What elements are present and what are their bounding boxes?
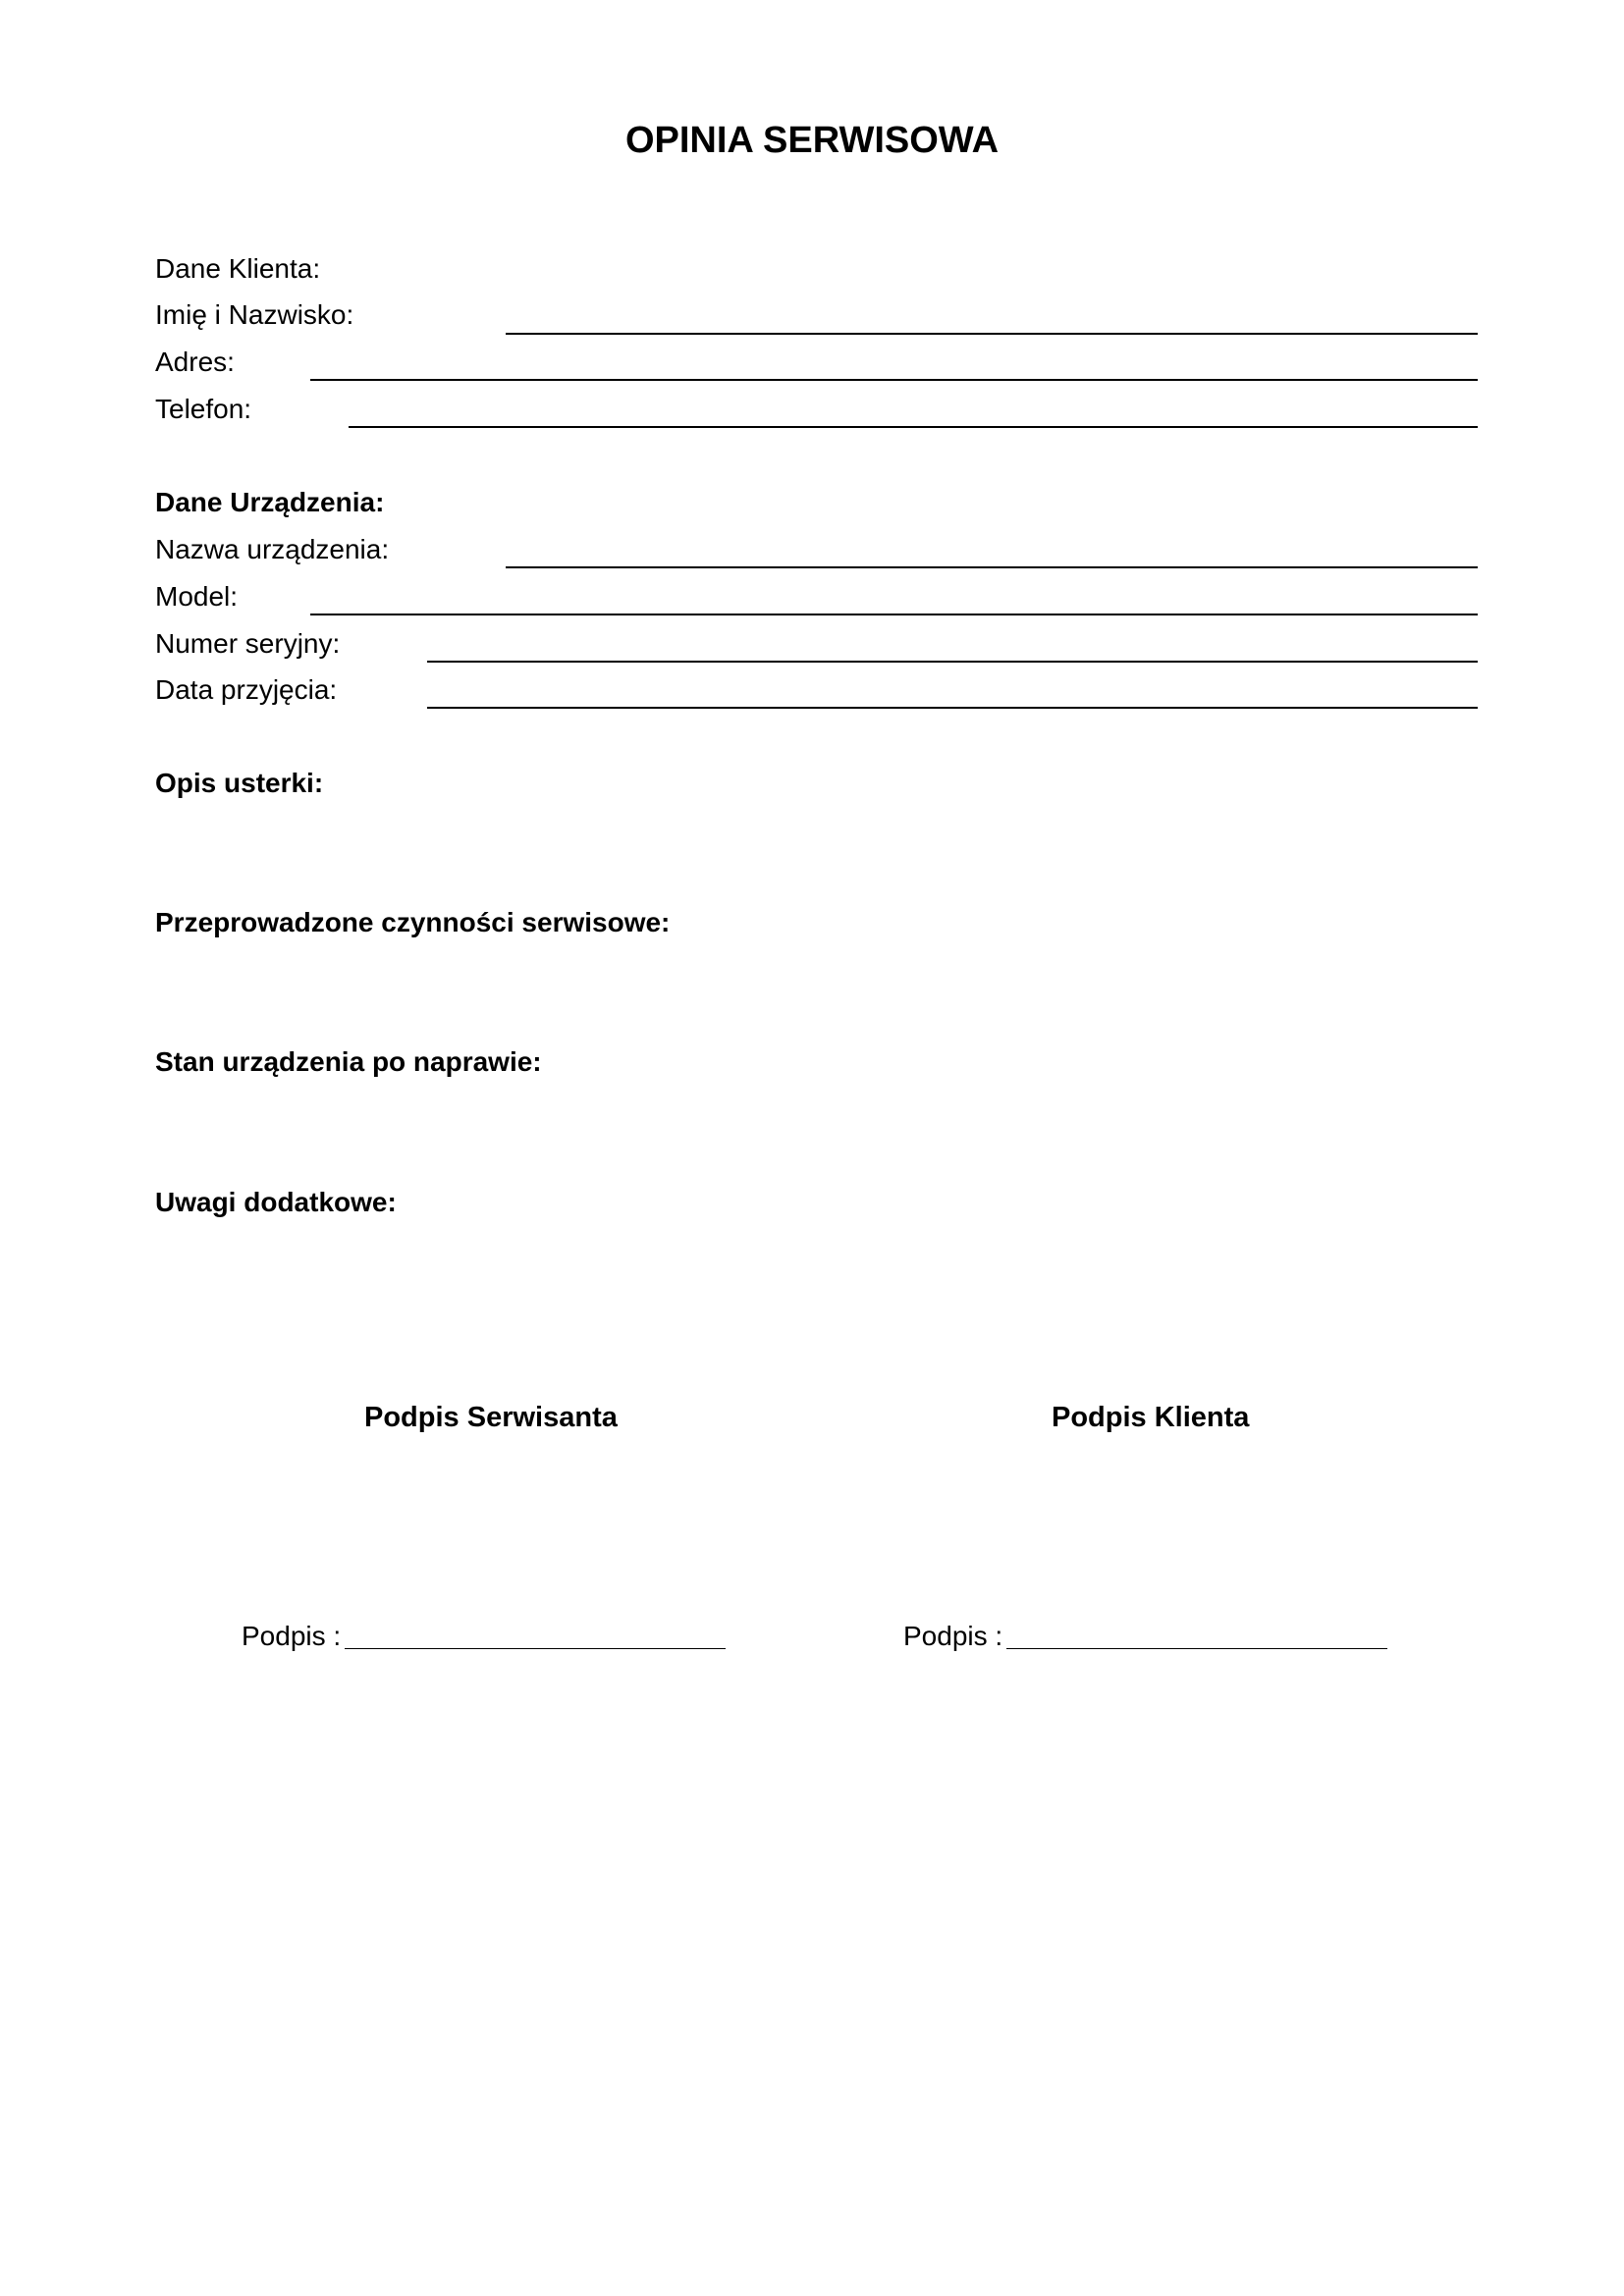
client-signature-heading: Podpis Klienta xyxy=(1052,1402,1250,1433)
device-serial-label: Numer seryjny: xyxy=(155,628,341,659)
client-signature-label: Podpis : xyxy=(903,1621,1003,1651)
client-phone-field[interactable] xyxy=(349,426,1478,428)
fault-description-heading: Opis usterki: xyxy=(155,768,324,798)
device-section-heading: Dane Urządzenia: xyxy=(155,487,385,517)
client-phone-label: Telefon: xyxy=(155,394,252,424)
document-title: OPINIA SERWISOWA xyxy=(624,120,1000,161)
additional-notes-heading: Uwagi dodatkowe: xyxy=(155,1187,397,1217)
technician-signature-heading: Podpis Serwisanta xyxy=(364,1402,618,1433)
device-serial-field[interactable] xyxy=(427,661,1478,663)
device-date-field[interactable] xyxy=(427,707,1478,709)
client-address-field[interactable] xyxy=(310,379,1478,381)
client-name-label: Imię i Nazwisko: xyxy=(155,299,354,330)
client-address-label: Adres: xyxy=(155,347,235,377)
device-name-field[interactable] xyxy=(506,566,1478,568)
device-date-label: Data przyjęcia: xyxy=(155,674,338,705)
device-model-label: Model: xyxy=(155,581,239,612)
technician-signature-field[interactable] xyxy=(345,1648,726,1649)
device-model-field[interactable] xyxy=(310,614,1478,615)
device-name-label: Nazwa urządzenia: xyxy=(155,534,390,564)
technician-signature-row xyxy=(242,1620,726,1653)
client-section-heading: Dane Klienta: xyxy=(155,253,321,284)
client-signature-field[interactable] xyxy=(1006,1648,1387,1649)
device-condition-heading: Stan urządzenia po naprawie: xyxy=(155,1046,542,1077)
client-signature-row xyxy=(903,1620,1387,1653)
client-name-field[interactable] xyxy=(506,333,1478,335)
technician-signature-label: Podpis : xyxy=(242,1621,342,1651)
service-actions-heading: Przeprowadzone czynności serwisowe: xyxy=(155,907,671,937)
